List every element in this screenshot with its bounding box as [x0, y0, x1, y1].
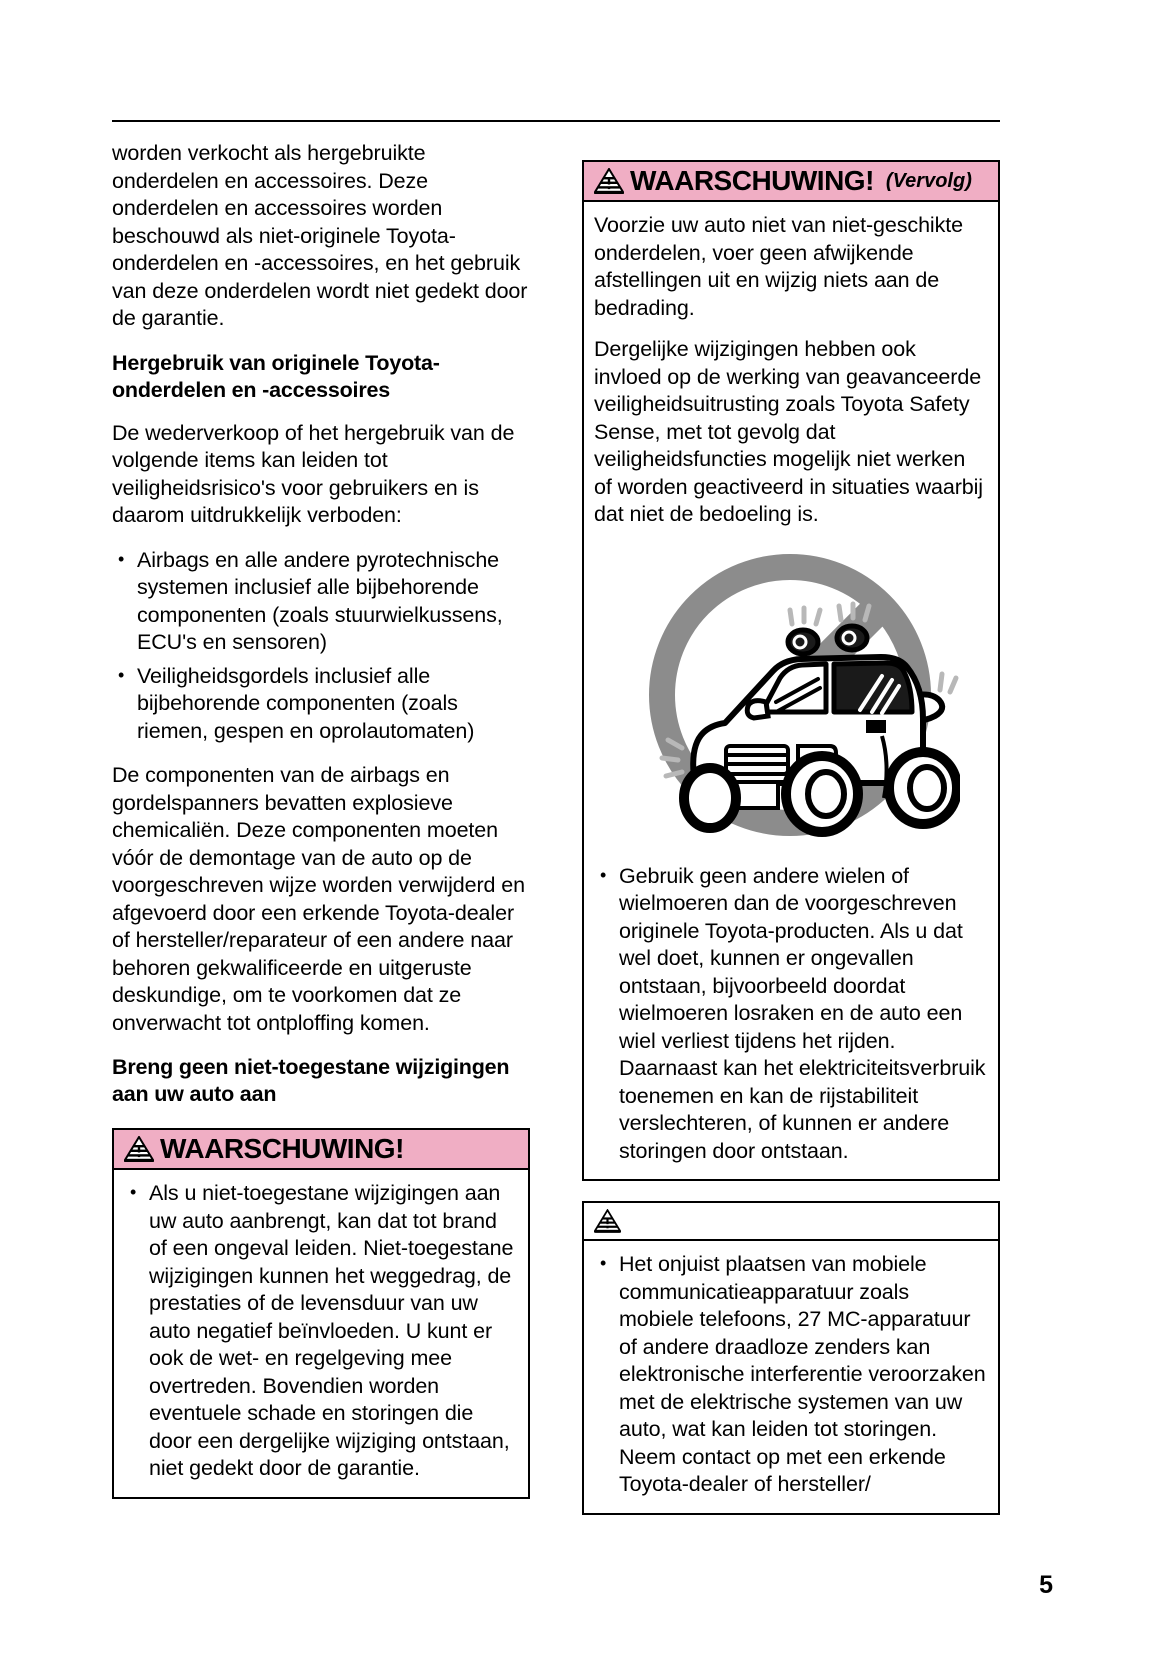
warning-box-modifications — [112, 1128, 530, 1499]
warning-box-continued — [582, 160, 1000, 1181]
list-item: • Het onjuist plaatsen van mobiele communicatieapparatuur zoals mobiele telefoons, 27 MC-apparatuur of andere draadloze zenders kan elektronische interferentie veroorzaken met de elektrische systemen van uw auto, wat kan leiden tot storingen. Neem contact op met een erkende Toyota-dealer of hersteller/ — [594, 1251, 986, 1499]
warning-triangle-icon — [594, 168, 624, 194]
warning-box-body — [584, 202, 998, 1179]
paragraph-continued: worden verkocht als hergebruikte onderdelen en accessoires. Deze onderdelen en accessoires worden beschouwd als niet-originele Toyota-onderdelen en -accessoires, en het gebruik van deze onderdelen wordt niet gedekt door de garantie. — [112, 141, 528, 330]
warning-bullet-list — [594, 863, 986, 1166]
paragraph-safety-sense: Dergelijke wijzigingen hebben ook invloed op de werking van geavanceerde veiligheidsuitrusting zoals Toyota Safety Sense, met tot gevolg dat veiligheidsfuncties mogelijk niet werken of worden geactiveerd in situaties waarbij dat niet de bedoeling is. — [594, 337, 983, 526]
prohibited-items-list — [112, 547, 530, 746]
warning-triangle-icon — [124, 1136, 154, 1162]
warning-triangle-icon — [594, 1209, 621, 1233]
section-heading-reuse: Hergebruik van originele Toyota-onderdelen en -accessoires — [112, 350, 440, 402]
right-column — [582, 140, 1000, 1515]
warning-title: WAARSCHUWING! — [160, 1133, 404, 1164]
list-item: • Als u niet-toegestane wijzigingen aan uw auto aanbrengt, kan dat tot brand of een ongeval leiden. Niet-toegestane wijzigingen kunnen het weggedrag, de prestaties of de levensduur van uw auto negatief beïnvloeden. U kunt er ook de wet- en regelgeving mee overtreden. Bovendien worden eventuele schade en storingen die door een dergelijke wijziging ontstaan, niet gedekt door de garantie. — [124, 1180, 516, 1483]
list-item: • Airbags en alle andere pyrotechnische systemen inclusief alle bijbehorende componenten (zoals stuurwielkussens, ECU's en sensoren) — [112, 547, 530, 657]
header-rule — [112, 120, 1000, 122]
notice-box-header — [584, 1203, 998, 1241]
section-heading-modifications: Breng geen niet-toegestane wijzigingen aan uw auto aan — [112, 1055, 510, 1106]
paragraph-unsuitable-parts: Voorzie uw auto niet van niet-geschikte onderdelen, voer geen afwijkende afstellingen uit en wijzig niets aan de bedrading. — [594, 213, 963, 320]
side-mirror — [747, 700, 768, 717]
paragraph-explosive-components: De componenten van de airbags en gordelspanners bevatten explosieve chemicaliën. Deze componenten moeten vóór de demontage van de auto op de voorgeschreven wijze worden verwijderd en afgevoerd door een erkende Toyota-dealer of hersteller/reparateur of een andere naar behoren gekwalificeerde en uitgeruste deskundige, om te voorkomen dat ze onverwacht tot ontploffing komen. — [112, 763, 525, 1035]
warning-box-header — [114, 1130, 528, 1170]
notice-bullet-list — [594, 1251, 986, 1499]
modified-car-illustration — [594, 545, 986, 845]
left-column — [112, 140, 530, 1499]
warning-box-body — [114, 1170, 528, 1497]
paragraph-resale-prohibition: De wederverkoop of het hergebruik van de volgende items kan leiden tot veiligheidsrisico's voor gebruikers en is daarom uitdrukkelijk verboden: — [112, 420, 515, 527]
warning-bullet-list — [124, 1180, 516, 1483]
page-number: 5 — [1039, 1571, 1053, 1599]
warning-continued-label: (Vervolg) — [885, 170, 972, 192]
notice-box-body — [584, 1241, 998, 1513]
list-item: • Veiligheidsgordels inclusief alle bijbehorende componenten (zoals riemen, gespen en oprolautomaten) — [112, 663, 530, 746]
warning-title: WAARSCHUWING! — [630, 165, 874, 196]
list-item: • Gebruik geen andere wielen of wielmoeren dan de voorgeschreven originele Toyota-producten. Als u dat wel doet, kunnen er ongevallen ontstaan, bijvoorbeeld doordat wielmoeren losraken en de auto een wiel verliest tijdens het rijden. Daarnaast kan het elektriciteitsverbruik toenemen en kan de rijstabiliteit verslechteren, of kunnen er andere storingen door ontstaan. — [594, 863, 986, 1166]
warning-box-header — [584, 162, 998, 202]
notice-box-mobile-devices — [582, 1201, 1000, 1515]
